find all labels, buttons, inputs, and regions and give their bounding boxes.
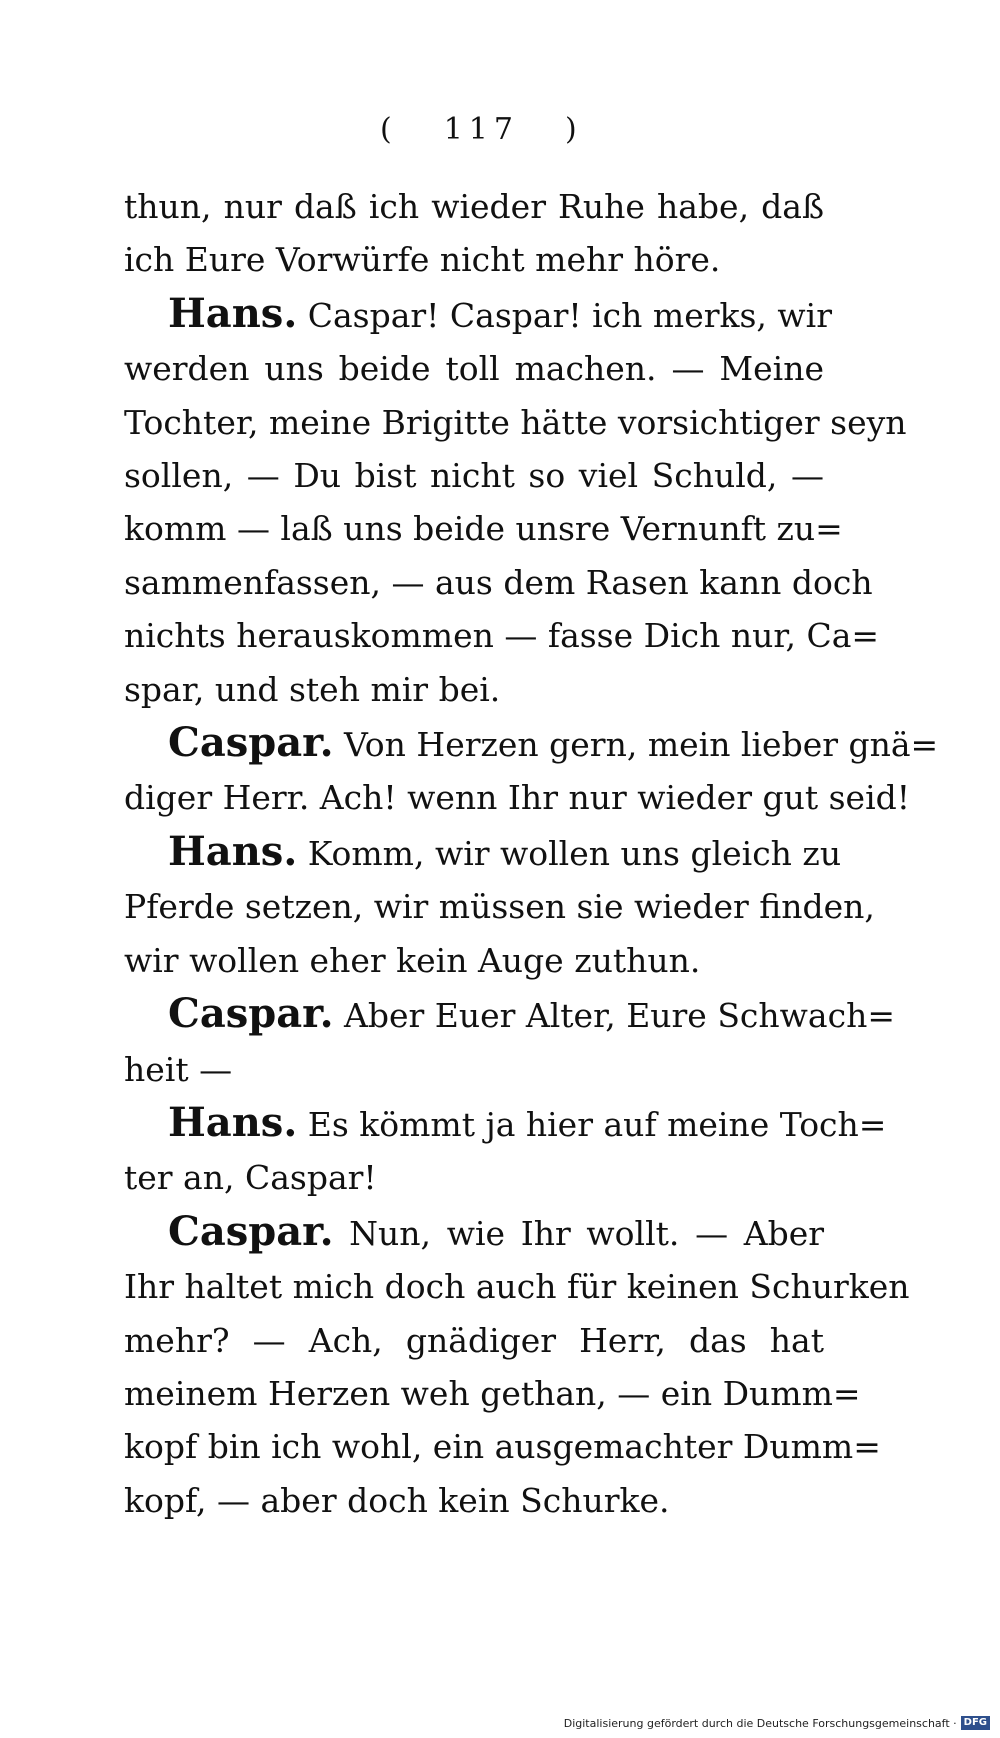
page-text — [124, 180, 939, 1527]
speech-text: Es kömmt ja hier auf meine Toch= — [307, 1104, 887, 1144]
text-line: thun, nur daß ich wieder Ruhe habe, daß — [124, 187, 824, 226]
digitization-credit — [564, 1716, 990, 1730]
credit-text: Digitalisierung gefördert durch die Deutsche Forschungsgemeinschaft · — [563, 1716, 957, 1730]
text-line: ich Eure Vorwürfe nicht mehr höre. — [124, 240, 721, 280]
speech-text: Caspar! Caspar! ich merks, wir — [307, 295, 832, 335]
text-line: kopf, — aber doch kein Schurke. — [124, 1480, 670, 1520]
text-line: sammenfassen, — aus dem Rasen kann doch — [124, 562, 873, 602]
dialogue-line — [124, 825, 842, 880]
speech-text: Von Herzen gern, mein lieber gnä= — [344, 725, 939, 765]
text-line: Ihr haltet mich doch auch für keinen Schurken — [124, 1267, 910, 1307]
text-line: wir wollen eher kein Auge zuthun. — [124, 940, 701, 980]
text-line: Pferde setzen, wir müssen sie wieder finden, — [124, 887, 875, 927]
page-number-open: ( — [380, 112, 398, 147]
text-line: meinem Herzen weh gethan, — ein Dumm= — [124, 1373, 861, 1413]
speech-text: Aber Euer Alter, Eure Schwach= — [344, 996, 895, 1036]
page-number — [380, 112, 583, 147]
text-line: spar, und steh mir bei. — [124, 669, 501, 709]
speaker-label: Caspar. — [168, 990, 334, 1038]
text-line: mehr? — Ach, gnädiger Herr, das hat — [124, 1320, 824, 1360]
speaker-label: Caspar. — [168, 1207, 334, 1255]
text-line: kopf bin ich wohl, ein ausgemachter Dumm= — [124, 1427, 881, 1467]
text-line: Tochter, meine Brigitte hätte vorsichtiger seyn — [124, 402, 907, 442]
dialogue-line — [124, 1096, 887, 1151]
text-line: heit — — [124, 1049, 233, 1089]
text-line: nichts herauskommen — fasse Dich nur, Ca= — [124, 616, 880, 656]
speech-text: Nun, wie Ihr wollt. — Aber — [349, 1213, 824, 1253]
speech-text: Komm, wir wollen uns gleich zu — [307, 833, 842, 873]
text-line: werden uns beide toll machen. — Meine — [124, 349, 824, 389]
page-number-close: ) — [564, 112, 583, 147]
text-line: sollen, — Du bist nicht so viel Schuld, — — [124, 456, 824, 496]
dfg-logo: DFG — [961, 1716, 990, 1730]
text-line: komm — laß uns beide unsre Vernunft zu= — [124, 509, 843, 549]
speaker-label: Caspar. — [168, 719, 334, 767]
dialogue-line — [124, 287, 832, 342]
text-line: ter an, Caspar! — [124, 1158, 377, 1198]
text-line: diger Herr. Ach! wenn Ihr nur wieder gut seid! — [124, 778, 911, 818]
page-number-value: 117 — [443, 112, 519, 147]
speaker-label: Hans. — [168, 827, 298, 875]
speaker-label: Hans. — [168, 289, 298, 337]
dialogue-line — [124, 716, 939, 771]
dialogue-line — [124, 987, 895, 1042]
speaker-label: Hans. — [168, 1098, 298, 1146]
dialogue-line — [124, 1205, 824, 1260]
